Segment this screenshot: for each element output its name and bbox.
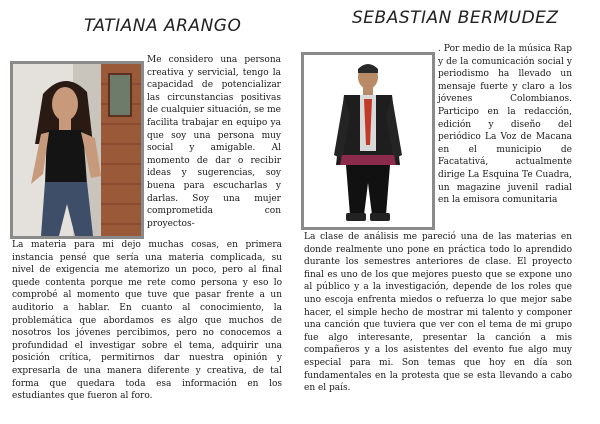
body-text-sebastian: La clase de análisis me pareció una de las materias en donde realmente uno pone en práctica todo lo aprendido durante los semestres anteriores de clase. El proyecto final es uno de los que mejores puesto que se expone uno al público y a la investigación, depende de los roles que uno escoja enfrenta miedos o refuerza lo que mejor sabe hacer, el simple hecho de mostrar mi talento y componer una canción que tuviera que ver con el tema de mi grupo fue algo interesante, presentar la canción a mis compañeros y a los asistentes del evento fue algo muy especial para mi. Son temas que hoy en día son fundamentales en la protesta que se esta llevando a cabo en el país. — [304, 232, 572, 394]
name-heading-left: TATIANA ARANGO — [84, 16, 242, 36]
photo-tatiana — [10, 61, 144, 239]
portrait-illustration-right — [304, 55, 432, 227]
intro-text-sebastian: . Por medio de la música Rap y de la comunicación social y periodismo ha llevado un mensaje fuerte y claro a los jóvenes Colombianos. Participo en la redacción, edición y diseño del periódico La Voz de Macana en el municipio de Facatativá, actualmente dirige La Esquina Te Cuadra, un magazine juvenil radial en la emisora comunitaria — [438, 44, 572, 206]
portrait-illustration-left — [13, 64, 141, 236]
name-heading-right: SEBASTIAN BERMUDEZ — [352, 8, 559, 28]
photo-sebastian — [301, 52, 435, 230]
body-text-tatiana: La materia para mi dejo muchas cosas, en primera instancia pensé que sería una materia complicada, su nivel de exigencia me atemorizo un poco, pero al final quede contenta porque me rete como persona y eso lo comprobé al momento que tuve que pasar frente a un auditorio a hablar. En cuanto al conocimiento, la problemática que abordamos es algo que muchos de nosotros los jóvenes percibimos, pero no conocemos a profundidad el investigar sobre el tema, adquirir una posición crítica, permitirnos dar nuestra opinión y expresarla de una manera diferente y creativa, de tal forma que quedara toda esa información en los estudiantes que fueron al foro. — [12, 240, 282, 402]
intro-text-tatiana: Me considero una persona creativa y servicial, tengo la capacidad de potencializar las circunstancias positivas de cualquier situación, se me facilita trabajar en equipo ya que soy una persona muy social y amigable. Al momento de dar o recibir ideas y sugerencias, soy buena para escucharlas y darlas. Soy una mujer comprometida con proyectos- — [147, 55, 281, 229]
